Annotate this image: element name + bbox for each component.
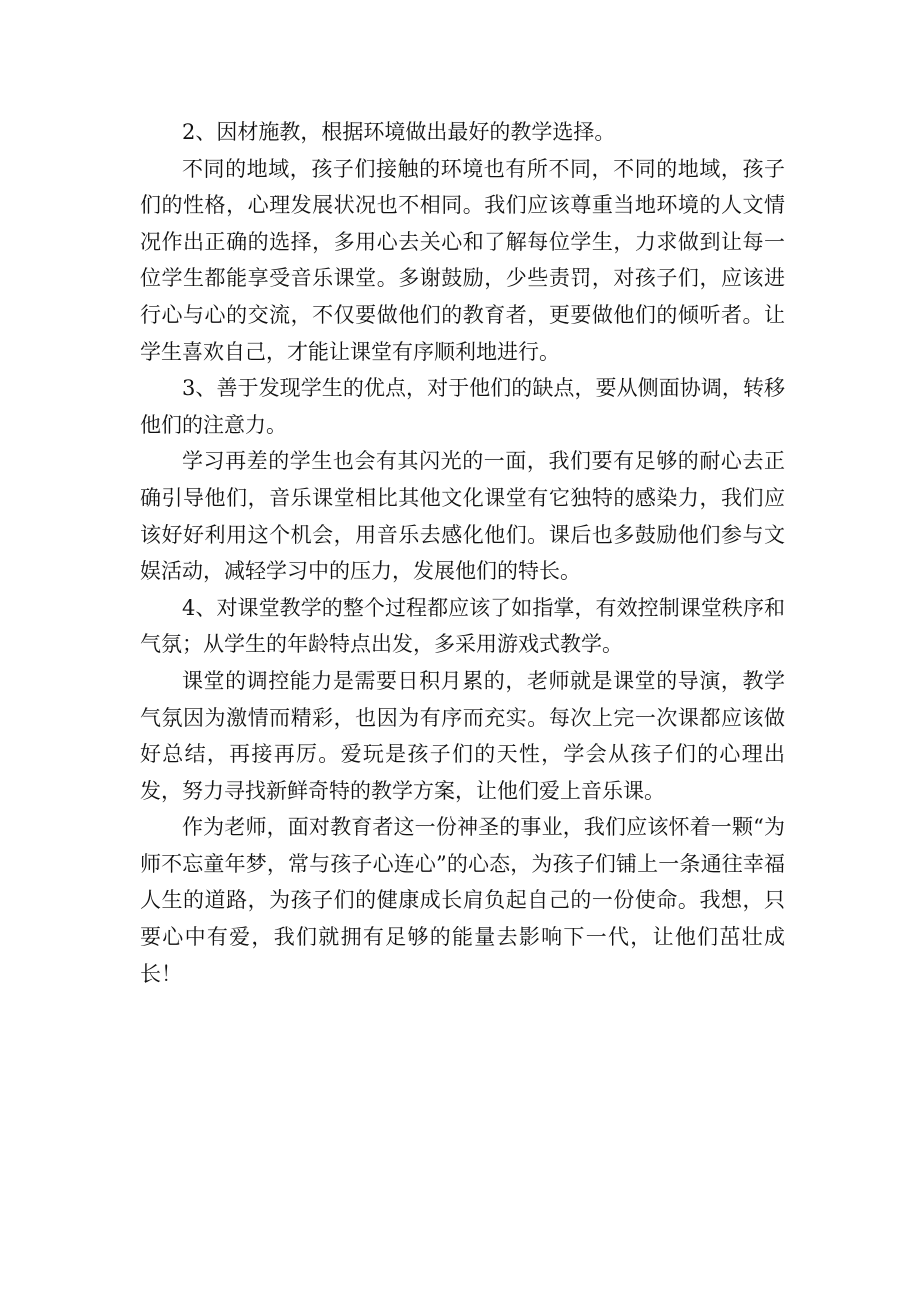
paragraph-conclusion: 作为老师，面对教育者这一份神圣的事业，我们应该怀着一颗“为师不忘童年梦，常与孩子心连心”的心态，为孩子们铺上一条通往幸福人生的道路，为孩子们的健康成长肩负起自己的一份使命。我想，只要心中有爱，我们就拥有足够的能量去影响下一代，让他们茁壮成长！	[140, 815, 785, 986]
paragraph-classroom-control: 课堂的调控能力是需要日积月累的，老师就是课堂的导演，教学气氛因为激情而精彩，也因为有序而充实。每次上完一次课都应该做好总结，再接再厉。爱玩是孩子们的天性，学会从孩子们的心理出发，努力寻找新鲜奇特的教学方案，让他们爱上音乐课。	[140, 668, 785, 803]
heading-point-2: 2、因材施教，根据环境做出最好的教学选择。	[182, 120, 616, 144]
paragraph-strengths: 学习再差的学生也会有其闪光的一面，我们要有足够的耐心去正确引导他们，音乐课堂相比其他文化课堂有它独特的感染力，我们应该好好利用这个机会，用音乐去感化他们。课后也多鼓励他们参与文娱活动，减轻学习中的压力，发展他们的特长。	[140, 449, 785, 584]
heading-point-4: 4、对课堂教学的整个过程都应该了如指掌，有效控制课堂秩序和气氛；从学生的年龄特点出发，多采用游戏式教学。	[140, 595, 785, 657]
paragraph-environment: 不同的地域，孩子们接触的环境也有所不同，不同的地域，孩子们的性格，心理发展状况也不相同。我们应该尊重当地环境的人文情况作出正确的选择，多用心去关心和了解每位学生，力求做到让每一位学生都能享受音乐课堂。多谢鼓励，少些责罚，对孩子们，应该进行心与心的交流，不仅要做他们的教育者，更要做他们的倾听者。让学生喜欢自己，才能让课堂有序顺利地进行。	[140, 156, 785, 364]
heading-point-3: 3、善于发现学生的优点，对于他们的缺点，要从侧面协调，转移他们的注意力。	[140, 376, 785, 437]
document-body	[140, 114, 785, 992]
